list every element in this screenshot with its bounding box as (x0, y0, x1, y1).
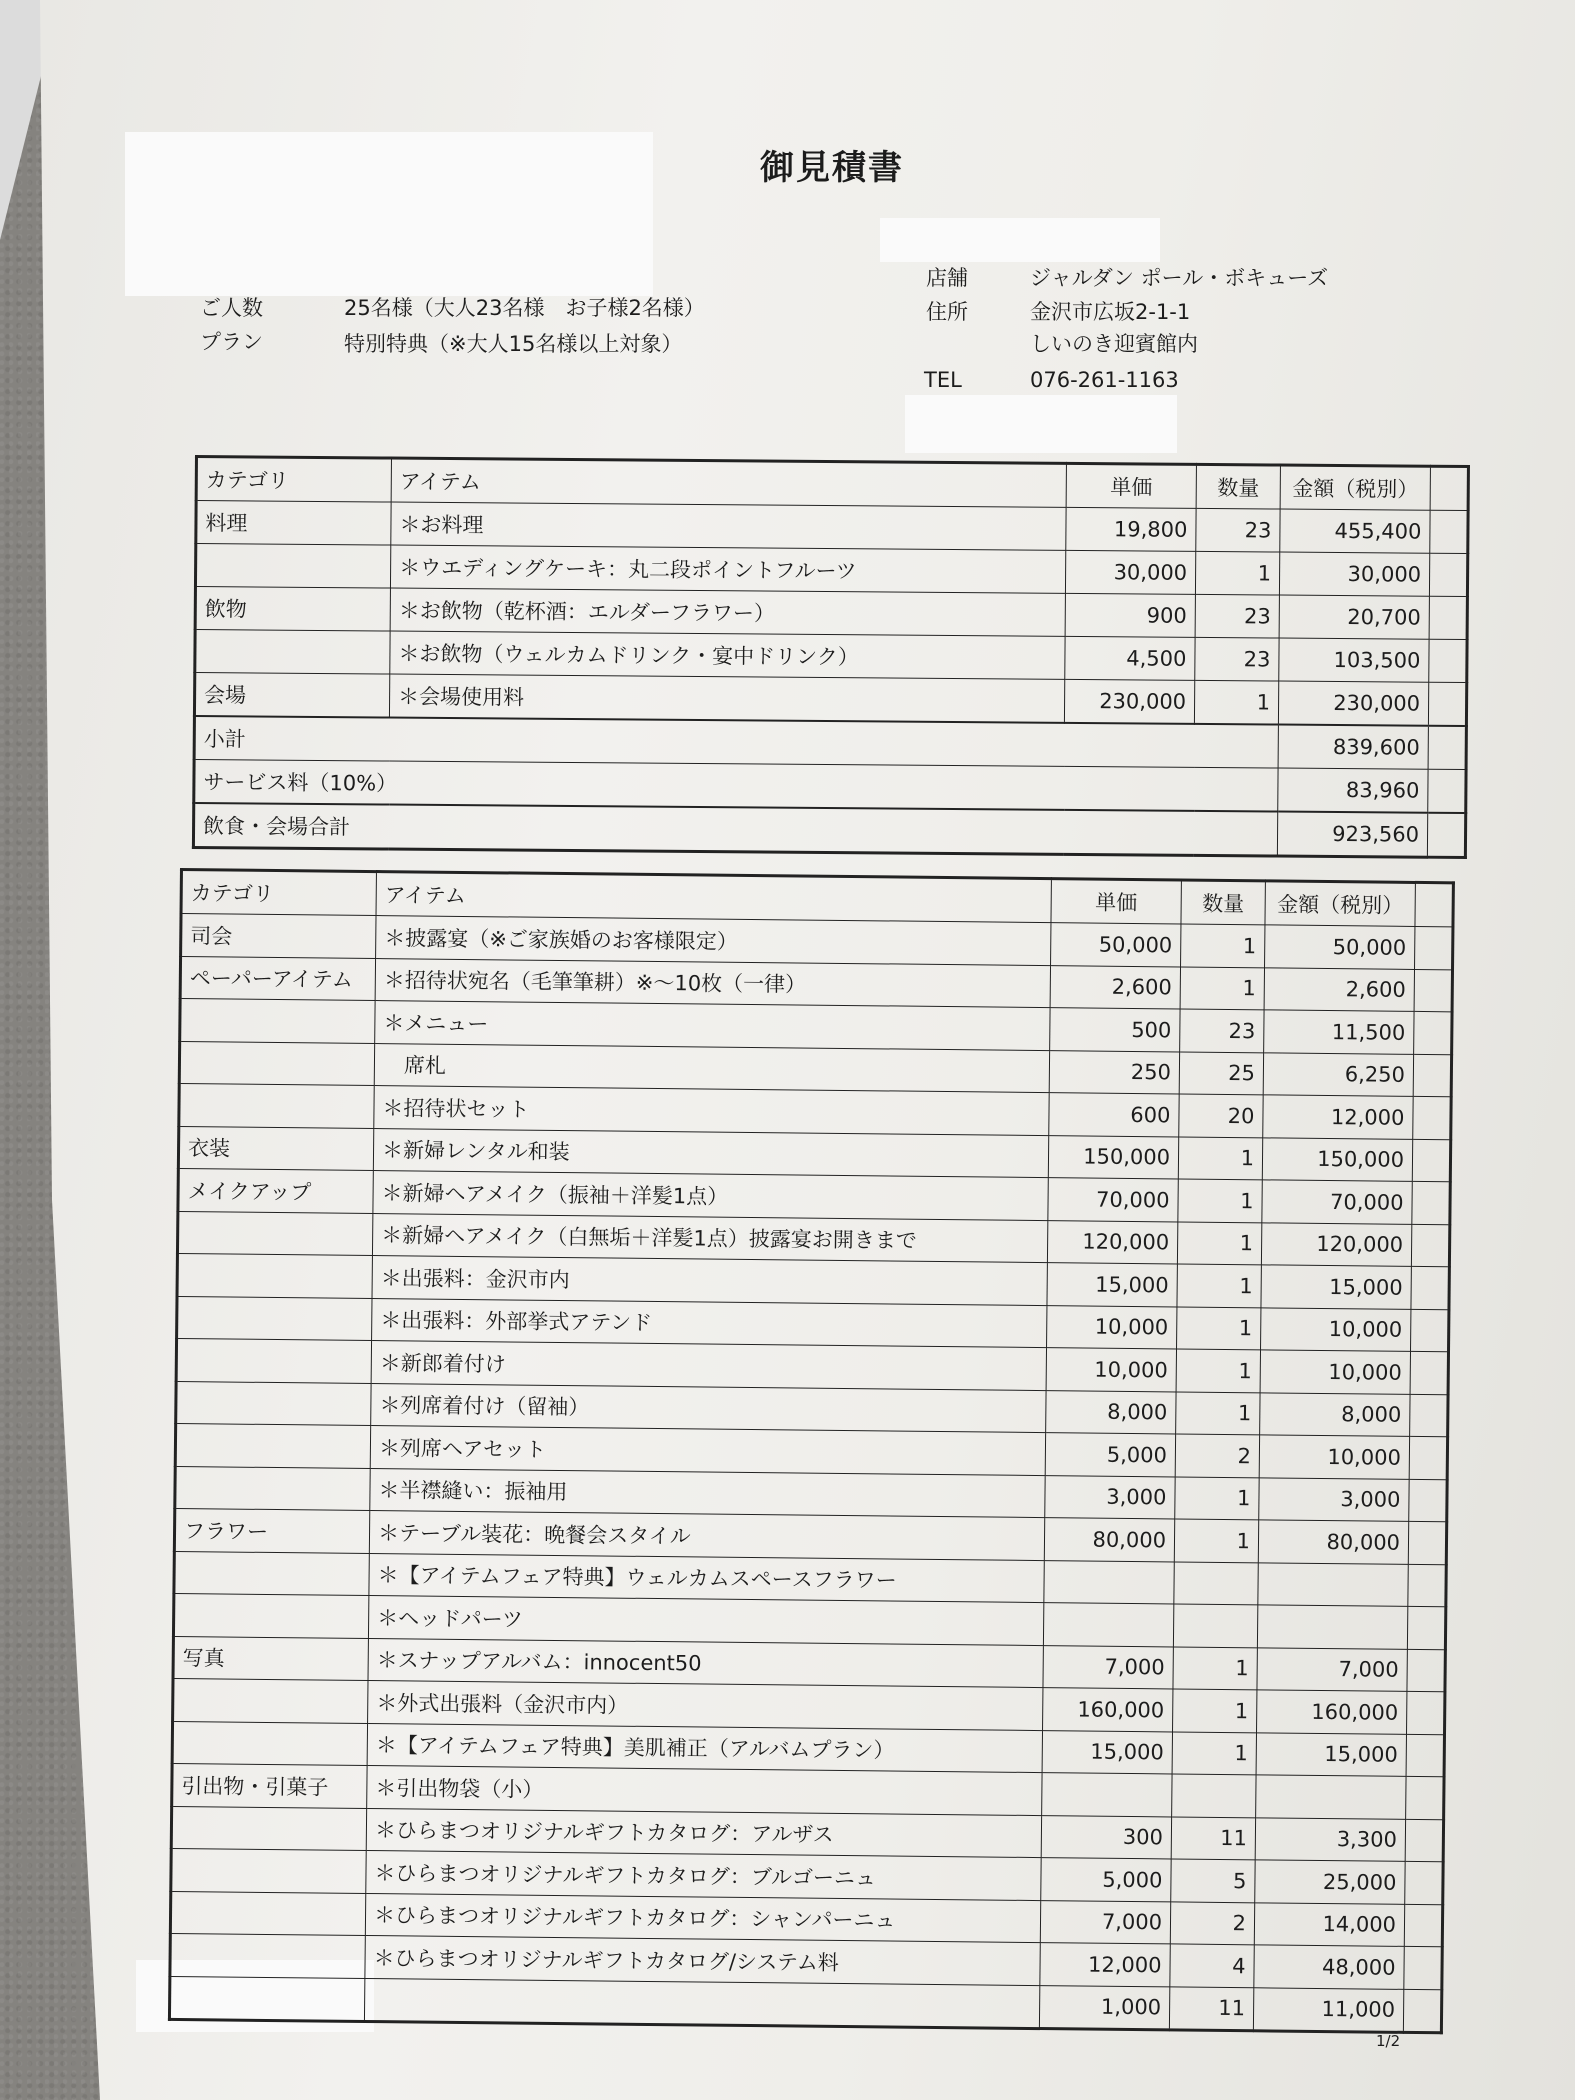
row-unit-price (1044, 1560, 1174, 1604)
row-qty: 23 (1195, 637, 1279, 681)
row-amount: 14,000 (1254, 1902, 1404, 1946)
row-item: ＊お料理 (391, 502, 1066, 550)
row-qty (1172, 1774, 1256, 1817)
blank-cell (1429, 553, 1467, 596)
blank-cell (1406, 1776, 1444, 1819)
blank-cell (1409, 1436, 1447, 1479)
row-qty: 25 (1179, 1051, 1263, 1094)
row-item: ＊新婦ヘアメイク（白無垢＋洋髪1点）披露宴お開きまで (372, 1213, 1047, 1263)
row-amount (1256, 1775, 1406, 1819)
row-qty: 1 (1180, 966, 1264, 1009)
header-category: カテゴリ (181, 870, 376, 916)
guests-label: ご人数 (200, 296, 263, 320)
row-category: 司会 (181, 914, 376, 959)
row-qty: 5 (1171, 1859, 1255, 1902)
row-amount: 10,000 (1260, 1350, 1410, 1394)
address-line1: 金沢市広坂2-1-1 (1030, 300, 1191, 324)
blank-cell (1411, 1266, 1449, 1309)
row-item: ＊出張料：外部挙式アテンド (372, 1298, 1047, 1348)
header-unit-price: 単価 (1066, 463, 1196, 508)
blank-cell (1413, 1096, 1451, 1139)
row-amount: 11,000 (1253, 1987, 1403, 2032)
row-amount: 455,400 (1280, 509, 1430, 553)
row-item: ＊ひらまつオリジナルギフトカタログ：ブルゴーニュ (366, 1851, 1041, 1901)
blank-cell (1411, 1309, 1449, 1352)
row-qty: 23 (1195, 594, 1279, 638)
row-category (172, 1721, 367, 1766)
row-unit-price: 600 (1049, 1093, 1179, 1137)
row-qty: 1 (1174, 1519, 1258, 1562)
row-item: ＊ウエディングケーキ：丸二段ポイントフルーツ (390, 545, 1065, 593)
row-qty (1174, 1561, 1258, 1604)
row-amount: 103,500 (1279, 638, 1429, 682)
row-unit-price: 150,000 (1048, 1135, 1178, 1179)
row-amount: 3,000 (1259, 1477, 1409, 1521)
row-qty: 1 (1173, 1689, 1257, 1732)
row-qty: 1 (1176, 1349, 1260, 1392)
row-amount: 10,000 (1261, 1307, 1411, 1351)
row-item: ＊メニュー (375, 1001, 1050, 1051)
row-unit-price: 80,000 (1044, 1518, 1174, 1562)
row-unit-price: 12,000 (1040, 1943, 1170, 1987)
row-category (180, 999, 375, 1044)
row-amount: 8,000 (1260, 1392, 1410, 1436)
row-item: ＊列席ヘアセット (370, 1426, 1045, 1476)
row-item: ＊披露宴（※ご家族婚のお客様限定） (376, 916, 1051, 966)
row-qty: 1 (1175, 1476, 1259, 1519)
row-unit-price: 900 (1065, 593, 1195, 637)
blank-cell (1404, 1904, 1442, 1947)
row-unit-price: 7,000 (1043, 1645, 1173, 1689)
row-item: ＊会場使用料 (389, 674, 1064, 723)
tel-value: 076-261-1163 (1030, 368, 1179, 392)
row-unit-price (1043, 1603, 1173, 1647)
row-category: メイクアップ (178, 1168, 373, 1213)
plan-value: 特別特典（※大人15名様以上対象） (344, 332, 683, 356)
redacted-block (905, 395, 1177, 453)
row-category: ペーパーアイテム (180, 956, 375, 1001)
header-amount: 金額（税別） (1265, 881, 1415, 927)
row-category (174, 1551, 369, 1596)
blank-cell (1415, 882, 1453, 926)
blank-cell (1407, 1649, 1445, 1692)
blank-cell (1413, 1054, 1451, 1097)
row-category: 引出物・引菓子 (172, 1763, 367, 1808)
row-category (177, 1253, 372, 1298)
header-amount: 金額（税別） (1280, 465, 1430, 510)
row-qty: 1 (1177, 1306, 1261, 1349)
blank-cell (1406, 1691, 1444, 1734)
row-amount: 7,000 (1257, 1647, 1407, 1691)
row-category (173, 1593, 368, 1638)
row-category (176, 1381, 371, 1426)
row-category (170, 1891, 365, 1936)
row-unit-price: 8,000 (1046, 1390, 1176, 1434)
row-qty: 2 (1175, 1434, 1259, 1477)
blank-cell (1429, 639, 1467, 682)
row-amount: 3,300 (1255, 1817, 1405, 1861)
row-qty: 11 (1171, 1816, 1255, 1859)
blank-cell (1404, 1946, 1442, 1989)
row-qty: 1 (1195, 551, 1279, 595)
row-unit-price: 3,000 (1045, 1475, 1175, 1519)
row-qty (1173, 1604, 1257, 1647)
row-amount: 2,600 (1264, 967, 1414, 1011)
blank-cell (1407, 1606, 1445, 1649)
blank-cell (1414, 1011, 1452, 1054)
row-unit-price: 5,000 (1041, 1858, 1171, 1902)
row-qty: 1 (1173, 1646, 1257, 1689)
row-category: 写真 (173, 1636, 368, 1681)
row-category: フラワー (174, 1508, 369, 1553)
subtotal-value: 839,600 (1278, 725, 1428, 770)
service-label: サービス料（10%） (194, 760, 1278, 812)
row-amount: 15,000 (1261, 1265, 1411, 1309)
row-item: ＊新郎着付け (371, 1341, 1046, 1391)
row-item: ＊ひらまつオリジナルギフトカタログ：シャンパーニュ (365, 1893, 1040, 1943)
row-unit-price: 4,500 (1065, 636, 1195, 680)
row-amount: 48,000 (1254, 1945, 1404, 1989)
row-item (364, 1978, 1039, 2029)
row-category (195, 630, 390, 675)
row-unit-price: 10,000 (1046, 1348, 1176, 1392)
row-item: ＊新婦レンタル和装 (373, 1128, 1048, 1178)
row-unit-price: 120,000 (1047, 1220, 1177, 1264)
redacted-block (880, 218, 1160, 262)
plan-label: プラン (200, 330, 263, 354)
row-item: ＊【アイテムフェア特典】ウェルカムスペースフラワー (369, 1553, 1044, 1603)
blank-cell (1408, 1521, 1446, 1564)
header-category: カテゴリ (196, 457, 391, 503)
row-item: ＊出張料：金沢市内 (372, 1256, 1047, 1306)
row-unit-price: 1,000 (1039, 1985, 1169, 2030)
page-number: 1/2 (1376, 2032, 1401, 2050)
row-item: ＊スナップアルバム：innocent50 (368, 1638, 1043, 1688)
row-category (176, 1338, 371, 1383)
row-unit-price: 19,800 (1066, 507, 1196, 551)
row-item: ＊引出物袋（小） (367, 1766, 1042, 1816)
blank-cell (1408, 1564, 1446, 1607)
row-amount: 10,000 (1259, 1435, 1409, 1479)
row-unit-price: 250 (1049, 1050, 1179, 1094)
row-item: ＊お飲物（乾杯酒：エルダーフラワー） (390, 588, 1065, 636)
row-category (170, 1933, 365, 1978)
row-category: 飲物 (195, 587, 390, 632)
row-qty: 1 (1177, 1264, 1261, 1307)
row-qty: 1 (1178, 1179, 1262, 1222)
row-qty: 11 (1169, 1986, 1253, 2030)
row-item: ＊新婦ヘアメイク（振袖＋洋髪1点） (373, 1171, 1048, 1221)
header-item: アイテム (376, 872, 1051, 923)
blank-cell (1430, 510, 1468, 553)
row-unit-price: 160,000 (1043, 1688, 1173, 1732)
row-qty: 1 (1177, 1221, 1261, 1264)
others-table (168, 868, 1455, 2034)
row-category (177, 1296, 372, 1341)
blank-cell (1411, 1224, 1449, 1267)
row-category (169, 1976, 364, 2022)
food-venue-table (192, 455, 1470, 859)
shop-label: 店舗 (926, 266, 968, 290)
row-amount: 120,000 (1261, 1222, 1411, 1266)
row-category: 料理 (196, 501, 391, 546)
blank-cell (1410, 1351, 1448, 1394)
row-category (171, 1806, 366, 1851)
blank-cell (1405, 1861, 1443, 1904)
row-category (195, 544, 390, 589)
row-item: ＊【アイテムフェア特典】美肌補正（アルバムプラン） (367, 1723, 1042, 1773)
blank-cell (1412, 1139, 1450, 1182)
row-qty: 1 (1172, 1731, 1256, 1774)
row-item: ＊お飲物（ウェルカムドリンク・宴中ドリンク） (390, 631, 1065, 679)
blank-cell (1428, 682, 1466, 726)
row-category: 衣装 (178, 1126, 373, 1171)
blank-cell (1409, 1479, 1447, 1522)
header-item: アイテム (391, 458, 1066, 507)
subtotal-label: 小計 (194, 716, 1278, 768)
service-value: 83,960 (1278, 768, 1428, 813)
total-value: 923,560 (1277, 812, 1427, 858)
row-unit-price: 300 (1041, 1815, 1171, 1859)
blank-cell (1403, 1989, 1441, 2033)
row-item: ＊半襟縫い：振袖用 (370, 1468, 1045, 1518)
row-unit-price: 70,000 (1048, 1178, 1178, 1222)
row-category (173, 1678, 368, 1723)
blank-cell (1415, 926, 1453, 969)
row-item: ＊ひらまつオリジナルギフトカタログ/システム料 (365, 1935, 1040, 1985)
row-category (175, 1466, 370, 1511)
blank-cell (1406, 1734, 1444, 1777)
row-qty: 1 (1194, 680, 1278, 724)
blank-cell (1428, 769, 1466, 813)
blank-cell (1405, 1819, 1443, 1862)
row-unit-price: 230,000 (1064, 679, 1194, 724)
blank-cell (1427, 813, 1465, 858)
row-qty: 1 (1178, 1136, 1262, 1179)
row-unit-price: 15,000 (1047, 1263, 1177, 1307)
row-amount: 12,000 (1263, 1095, 1413, 1139)
row-unit-price: 10,000 (1047, 1305, 1177, 1349)
blank-cell (1412, 1181, 1450, 1224)
row-unit-price: 50,000 (1051, 923, 1181, 967)
row-item: ＊招待状セット (374, 1086, 1049, 1136)
row-qty: 1 (1181, 924, 1265, 967)
guests-value: 25名様（大人23名様 お子様2名様） (344, 296, 705, 320)
row-category (175, 1423, 370, 1468)
row-amount: 230,000 (1278, 681, 1428, 726)
row-amount (1257, 1605, 1407, 1649)
row-item: ＊ひらまつオリジナルギフトカタログ：アルザス (366, 1808, 1041, 1858)
redacted-block (125, 132, 653, 296)
total-row (193, 803, 1465, 857)
row-item: ＊列席着付け（留袖） (371, 1383, 1046, 1433)
row-unit-price: 7,000 (1040, 1900, 1170, 1944)
row-category (179, 1041, 374, 1086)
row-qty: 20 (1179, 1094, 1263, 1137)
shop-value: ジャルダン ポール・ボキューズ (1030, 266, 1329, 290)
blank-cell (1429, 596, 1467, 639)
row-amount: 70,000 (1262, 1180, 1412, 1224)
row-category (171, 1848, 366, 1893)
blank-cell (1410, 1394, 1448, 1437)
row-amount: 150,000 (1262, 1137, 1412, 1181)
row-category (177, 1211, 372, 1256)
row-amount: 15,000 (1256, 1732, 1406, 1776)
address-line2: しいのき迎賓館内 (1030, 332, 1198, 356)
row-amount: 25,000 (1255, 1860, 1405, 1904)
row-amount: 80,000 (1258, 1520, 1408, 1564)
row-item: ＊招待状宛名（毛筆筆耕）※～10枚（一律） (375, 958, 1050, 1008)
header-qty: 数量 (1196, 464, 1280, 509)
row-item: ＊外式出張料（金沢市内） (368, 1681, 1043, 1731)
document-title: 御見積書 (760, 148, 904, 188)
header-qty: 数量 (1181, 880, 1265, 925)
row-amount: 30,000 (1279, 552, 1429, 596)
row-item: ＊ヘッドパーツ (368, 1596, 1043, 1646)
row-amount: 160,000 (1257, 1690, 1407, 1734)
row-category: 会場 (194, 673, 389, 718)
tel-label: TEL (924, 368, 962, 392)
row-amount: 20,700 (1279, 595, 1429, 639)
row-category (179, 1084, 374, 1129)
row-qty: 1 (1176, 1391, 1260, 1434)
row-amount: 11,500 (1264, 1010, 1414, 1054)
row-item: 席札 (374, 1043, 1049, 1093)
blank-cell (1414, 969, 1452, 1012)
row-qty: 23 (1196, 508, 1280, 552)
row-unit-price: 500 (1050, 1008, 1180, 1052)
row-qty: 23 (1180, 1009, 1264, 1052)
blank-cell (1428, 726, 1466, 770)
address-label: 住所 (926, 300, 968, 324)
row-unit-price: 5,000 (1045, 1433, 1175, 1477)
blank-cell (1430, 466, 1468, 510)
row-qty: 2 (1170, 1901, 1254, 1944)
row-amount (1258, 1562, 1408, 1606)
row-unit-price: 2,600 (1050, 965, 1180, 1009)
row-amount: 6,250 (1263, 1052, 1413, 1096)
row-unit-price: 15,000 (1042, 1730, 1172, 1774)
row-unit-price (1042, 1773, 1172, 1817)
row-amount: 50,000 (1265, 925, 1415, 969)
row-unit-price: 30,000 (1065, 550, 1195, 594)
total-label: 飲食・会場合計 (193, 803, 1277, 856)
row-qty: 4 (1170, 1944, 1254, 1987)
header-unit-price: 単価 (1051, 879, 1181, 924)
row-item: ＊テーブル装花：晩餐会スタイル (369, 1511, 1044, 1561)
